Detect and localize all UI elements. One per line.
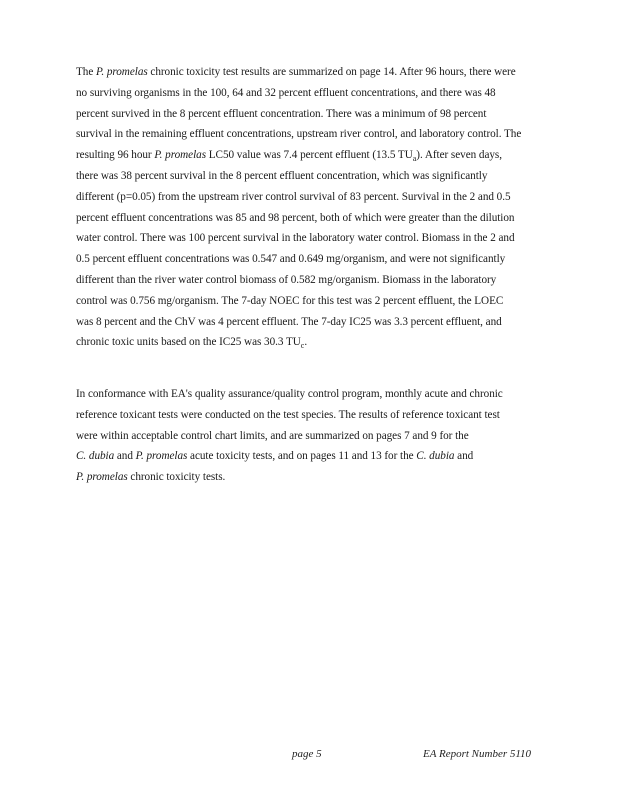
text-line: C. dubia and P. promelas acute toxicity tests, and on pages 11 and 13 for the C. dubia and xyxy=(76,450,474,463)
text-line: no surviving organisms in the 100, 64 and 32 percent effluent concentrations, and there was 48 xyxy=(76,86,496,99)
text-line: reference toxicant tests were conducted on the test species. The results of reference toxicant test xyxy=(76,408,500,421)
text-line: were within acceptable control chart limits, and are summarized on pages 7 and 9 for the xyxy=(76,429,469,442)
text-line: percent survived in the 8 percent effluent concentration. There was a minimum of 98 percent xyxy=(76,107,487,120)
text-line: chronic toxic units based on the IC25 was 30.3 $TU_c$. xyxy=(76,336,308,351)
text-line: water control. There was 100 percent survival in the laboratory water control. Biomass in the 2 and xyxy=(76,232,515,245)
qa-qc-paragraph xyxy=(76,384,560,488)
text-line: In conformance with EA's quality assurance/quality control program, monthly acute and chronic xyxy=(76,388,503,400)
text-line: 0.5 percent effluent concentrations was 0.547 and 0.649 mg/organism, and were not significantly xyxy=(76,253,506,266)
text-line: there was 38 percent survival in the 8 percent effluent concentration, which was significantly xyxy=(76,169,488,182)
species-name: C. dubia xyxy=(76,450,115,463)
text-line: resulting 96 hour P. promelas LC50 value was 7.4 percent effluent (13.5 $TU_a$). After seven days, xyxy=(76,149,502,164)
text-line: different (p=0.05) from the upstream river control survival of 83 percent. Survival in the 2 and 0.5 xyxy=(76,190,511,203)
text-line: survival in the remaining effluent concentrations, upstream river control, and laboratory control. The xyxy=(76,128,522,141)
species-name: C. dubia xyxy=(416,450,455,463)
subscript: c xyxy=(300,341,305,351)
page-number: page 5 xyxy=(292,748,322,760)
report-number: EA Report Number 5110 xyxy=(423,748,532,760)
text-line: P. promelas chronic toxicity tests. xyxy=(76,471,226,484)
text-line: percent effluent concentrations was 85 and 98 percent, both of which were greater than the dilution xyxy=(76,211,515,224)
species-name: P. promelas xyxy=(76,471,128,484)
species-name: P. promelas xyxy=(154,149,207,162)
text-line: The P. promelas chronic toxicity test results are summarized on page 14. After 96 hours, there were xyxy=(76,66,516,78)
species-name: P. promelas xyxy=(96,66,148,78)
text-line: was 8 percent and the ChV was 4 percent effluent. The 7-day IC25 was 3.3 percent effluent, and xyxy=(76,315,502,328)
subscript: a xyxy=(412,154,417,164)
results-paragraph xyxy=(76,62,560,353)
species-name: P. promelas xyxy=(135,450,188,463)
text-line: control was 0.756 mg/organism. The 7-day NOEC for this test was 2 percent effluent, the LOEC xyxy=(76,294,504,307)
text-line: different than the river water control biomass of 0.582 mg/organism. Biomass in the laboratory xyxy=(76,273,497,286)
